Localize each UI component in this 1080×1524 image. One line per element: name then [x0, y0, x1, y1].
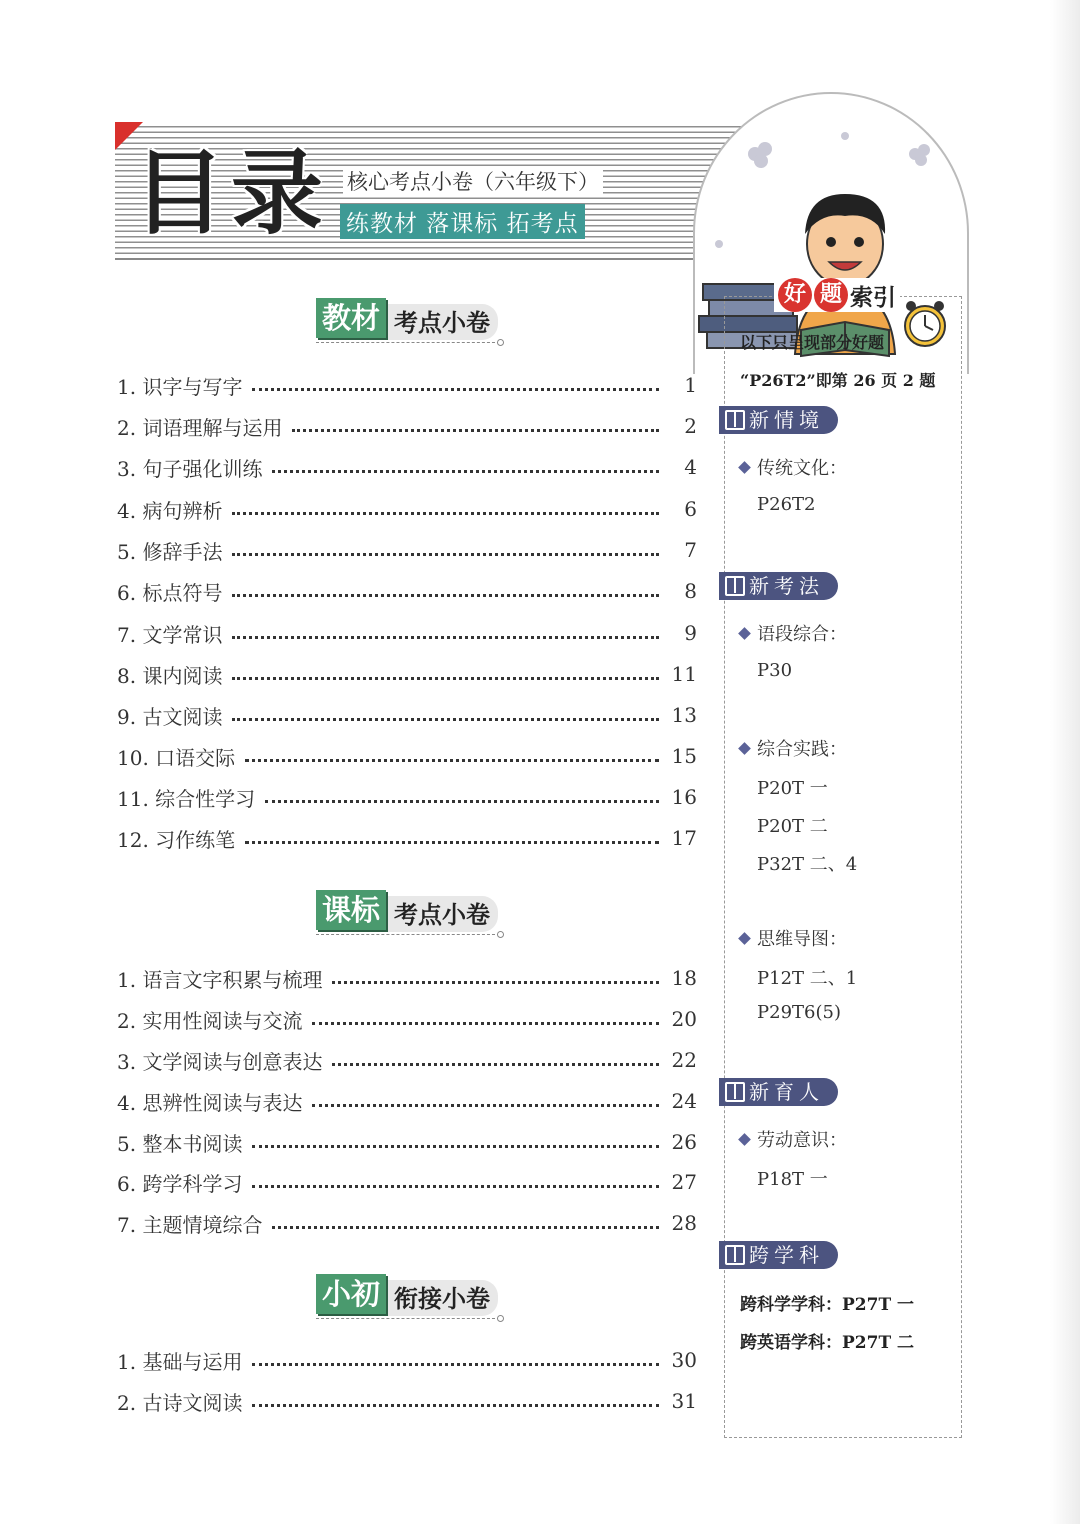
toc-row[interactable] — [117, 963, 697, 993]
toc-row[interactable] — [117, 1208, 697, 1238]
category-label: 劳动意识： — [757, 1130, 847, 1151]
toc-label: 7. 文学常识 — [117, 622, 223, 647]
leader-dots — [272, 1226, 659, 1229]
toc-page: 18 — [671, 966, 697, 990]
index-ref[interactable]: P30 — [757, 660, 793, 681]
index-ref[interactable]: P12T 二、1 — [757, 968, 858, 989]
badge-label: 新情境 — [749, 408, 824, 432]
badge-label: 新考法 — [749, 574, 824, 598]
section-name: 衔接小卷 — [386, 1280, 498, 1316]
leader-dots — [252, 1404, 659, 1407]
section-header-textbook — [316, 298, 506, 348]
category-label: 传统文化： — [757, 458, 847, 479]
category-label: 语段综合： — [757, 624, 847, 645]
index-ref[interactable]: 跨英语学科：P27T 二 — [740, 1333, 915, 1353]
toc-row[interactable] — [117, 452, 697, 482]
index-ref[interactable]: P29T6(5) — [757, 1002, 841, 1023]
section-tag: 课标 — [316, 890, 386, 930]
toc-page: 6 — [684, 497, 697, 521]
leader-dots — [245, 759, 659, 762]
category-badge — [719, 572, 838, 600]
leader-dots — [252, 1145, 659, 1148]
index-category — [740, 454, 847, 480]
leader-dots — [232, 636, 659, 639]
toc-row[interactable] — [117, 494, 697, 524]
toc-page: 26 — [671, 1130, 697, 1154]
toc-row[interactable] — [117, 1167, 697, 1197]
index-category — [740, 620, 847, 646]
toc-row[interactable] — [117, 370, 697, 400]
toc-page: 20 — [671, 1007, 697, 1031]
index-category — [740, 1126, 847, 1152]
toc-page: 4 — [684, 455, 697, 479]
book-icon — [725, 1245, 745, 1265]
index-ref[interactable]: P20T 二 — [757, 816, 828, 837]
section-tag: 教材 — [316, 298, 386, 338]
toc-page: 24 — [671, 1089, 697, 1113]
section-header-transition — [316, 1274, 506, 1324]
toc-page: 17 — [671, 826, 697, 850]
toc-label: 2. 古诗文阅读 — [117, 1390, 243, 1415]
index-category — [740, 735, 847, 761]
toc-label: 9. 古文阅读 — [117, 704, 223, 729]
index-ref[interactable]: P18T 一 — [757, 1169, 828, 1190]
section-header-standards — [316, 890, 506, 940]
toc-row[interactable] — [117, 411, 697, 441]
book-subtitle: 核心考点小卷（六年级下） — [343, 166, 603, 196]
toc-page: 31 — [671, 1389, 697, 1413]
toc-page: 11 — [671, 662, 697, 686]
diamond-icon — [738, 932, 751, 945]
index-category — [740, 925, 847, 951]
toc-page: 30 — [671, 1348, 697, 1372]
toc-page: 2 — [684, 414, 697, 438]
toc-page: 27 — [671, 1170, 697, 1194]
toc-row[interactable] — [117, 823, 697, 853]
toc-page: 16 — [671, 785, 697, 809]
side-panel-title — [774, 278, 900, 312]
toc-label: 2. 词语理解与运用 — [117, 415, 283, 440]
book-slogan: 练教材 落课标 拓考点 — [340, 204, 585, 239]
title-rest: 索引 — [850, 284, 896, 311]
leader-dots — [265, 800, 659, 803]
toc-page: 15 — [671, 744, 697, 768]
leader-dots — [245, 841, 659, 844]
diamond-icon — [738, 461, 751, 474]
page-title: 目录 — [133, 140, 330, 247]
toc-row[interactable] — [117, 576, 697, 606]
leader-dots — [312, 1104, 659, 1107]
category-badge — [719, 1078, 838, 1106]
toc-row[interactable] — [117, 1086, 697, 1116]
category-badge — [719, 406, 838, 434]
toc-label: 3. 文学阅读与创意表达 — [117, 1049, 323, 1074]
index-ref[interactable]: P26T2 — [757, 494, 816, 515]
leader-dots — [232, 594, 659, 597]
leader-dots — [232, 677, 659, 680]
page-edge-shadow — [1050, 0, 1080, 1524]
toc-row[interactable] — [117, 1386, 697, 1416]
toc-label: 1. 识字与写字 — [117, 374, 243, 399]
toc-row[interactable] — [117, 1345, 697, 1375]
toc-label: 3. 句子强化训练 — [117, 456, 263, 481]
book-icon — [725, 576, 745, 596]
badge-label: 跨学科 — [749, 1243, 824, 1267]
toc-label: 10. 口语交际 — [117, 745, 236, 770]
toc-page: 22 — [671, 1048, 697, 1072]
toc-page: 1 — [684, 373, 697, 397]
category-label: 思维导图： — [757, 929, 847, 950]
toc-label: 6. 跨学科学习 — [117, 1171, 243, 1196]
toc-row[interactable] — [117, 1127, 697, 1157]
toc-label: 6. 标点符号 — [117, 580, 223, 605]
toc-label: 2. 实用性阅读与交流 — [117, 1008, 303, 1033]
toc-label: 8. 课内阅读 — [117, 663, 223, 688]
toc-row[interactable] — [117, 659, 697, 689]
leader-dots — [252, 1363, 659, 1366]
toc-page: 9 — [684, 621, 697, 645]
section-name: 考点小卷 — [386, 896, 498, 932]
leader-dots — [332, 1063, 659, 1066]
toc-label: 5. 修辞手法 — [117, 539, 223, 564]
leader-dots — [232, 718, 659, 721]
section-underline — [316, 342, 500, 343]
leader-dots — [272, 470, 659, 473]
index-ref[interactable]: P20T 一 — [757, 778, 828, 799]
category-label: 综合实践： — [757, 739, 847, 760]
toc-page: 8 — [684, 579, 697, 603]
toc-page: 13 — [671, 703, 697, 727]
section-tag: 小初 — [316, 1274, 386, 1314]
toc-label: 1. 基础与运用 — [117, 1349, 243, 1374]
title-circle-char: 题 — [814, 278, 848, 312]
leader-dots — [252, 388, 659, 391]
leader-dots — [232, 512, 659, 515]
toc-row[interactable] — [117, 618, 697, 648]
leader-dots — [232, 553, 659, 556]
badge-label: 新育人 — [749, 1080, 824, 1104]
leader-dots — [292, 429, 659, 432]
toc-row[interactable] — [117, 700, 697, 730]
toc-label: 11. 综合性学习 — [117, 786, 256, 811]
category-badge — [719, 1241, 838, 1269]
diamond-icon — [738, 742, 751, 755]
side-note: “P26T2”即第 26 页 2 题 — [740, 371, 936, 390]
book-icon — [725, 410, 745, 430]
index-ref[interactable]: P32T 二、4 — [757, 854, 858, 875]
title-circle-char: 好 — [778, 278, 812, 312]
toc-label: 1. 语言文字积累与梳理 — [117, 967, 323, 992]
leader-dots — [332, 981, 659, 984]
toc-row[interactable] — [117, 741, 697, 771]
leader-dots — [252, 1185, 659, 1188]
toc-row[interactable] — [117, 1004, 697, 1034]
toc-label: 12. 习作练笔 — [117, 827, 236, 852]
index-ref[interactable]: 跨科学学科：P27T 一 — [740, 1295, 915, 1315]
diamond-icon — [738, 627, 751, 640]
header-banner — [115, 122, 965, 258]
diamond-icon — [738, 1133, 751, 1146]
toc-page: 28 — [671, 1211, 697, 1235]
toc-label: 4. 思辨性阅读与表达 — [117, 1090, 303, 1115]
toc-label: 7. 主题情境综合 — [117, 1212, 263, 1237]
leader-dots — [312, 1022, 659, 1025]
side-note: 以下只呈现部分好题 — [740, 333, 885, 352]
toc-row[interactable] — [117, 1045, 697, 1075]
toc-label: 5. 整本书阅读 — [117, 1131, 243, 1156]
toc-page: 7 — [684, 538, 697, 562]
section-underline — [316, 1318, 500, 1319]
toc-row[interactable] — [117, 782, 697, 812]
toc-label: 4. 病句辨析 — [117, 498, 223, 523]
section-name: 考点小卷 — [386, 304, 498, 340]
section-underline — [316, 934, 500, 935]
toc-row[interactable] — [117, 535, 697, 565]
book-icon — [725, 1082, 745, 1102]
